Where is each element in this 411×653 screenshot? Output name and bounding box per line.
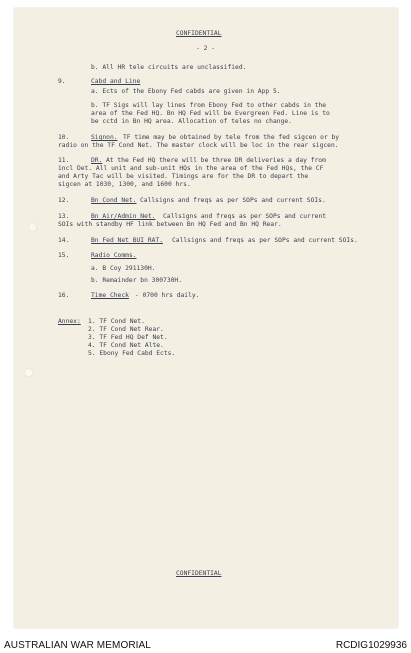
para-10-number: 10. xyxy=(58,134,70,141)
para-16-heading: Time Check xyxy=(91,292,129,299)
annex-item: 1. TF Cond Net. xyxy=(88,318,145,325)
para-12-heading: Bn Cond Net. xyxy=(91,197,137,204)
para-13-heading: Bn Air/Admin Net. xyxy=(91,213,156,220)
annex-item: 3. TF Fed HQ Def Net. xyxy=(88,334,168,341)
annex-item: 5. Ebony Fed Cabd Ects. xyxy=(88,350,176,357)
para-13-line: Callsigns and freqs as per SOPs and current xyxy=(163,213,327,220)
para-9b-line: area of the Fed HQ. Bn HQ Fed will be Evergreen Fed. Line is to xyxy=(91,110,330,117)
annex-item: 4. TF Cond Net Alte. xyxy=(88,342,164,349)
para-10-line: TF time may be obtained by tele from the fed sigcen or by xyxy=(123,134,340,141)
annex-label: Annex: xyxy=(58,318,81,325)
para-9-heading: Cabd and Line xyxy=(91,78,141,85)
annex-item: 2. TF Cond Net Rear. xyxy=(88,326,164,333)
para-14-line: Callsigns and freqs as per SOPs and current SOIs. xyxy=(172,237,358,244)
para-16-line: - 0700 hrs daily. xyxy=(135,292,200,299)
punch-hole-top xyxy=(28,223,37,232)
para-13-line: SOIs with standby HF link between Bn HQ Fed and Bn HQ Rear. xyxy=(58,221,282,228)
para-10-line: radio on the TF Cond Net. The master clock will be loc in the rear sigcen. xyxy=(58,142,339,149)
para-12-line: Callsigns and freqs as per SOPs and current SOIs. xyxy=(140,197,326,204)
para-11-number: 11. xyxy=(58,157,70,164)
para-14-number: 14. xyxy=(58,237,70,244)
para-16-number: 16. xyxy=(58,292,70,299)
para-9-number: 9. xyxy=(58,78,66,85)
para-11-heading: DR. xyxy=(91,157,103,164)
para-9b-line: b. TF Sigs will lay lines from Ebony Fed to other cabds in the xyxy=(91,102,327,109)
punch-hole-bottom xyxy=(24,368,33,377)
para-9a: a. Ects of the Ebony Fed cabds are given in App 5. xyxy=(91,88,281,95)
archive-id: RCDIG1029936 xyxy=(335,640,407,651)
para-14-heading: Bn Fed Net BUI RAT. xyxy=(91,237,164,244)
para-9b-line: be cctd in Bn HQ area. Allocation of teles no change. xyxy=(91,118,292,125)
para-15b: b. Remainder bn 300730H. xyxy=(91,277,182,284)
para-13-number: 13. xyxy=(58,213,70,220)
para-8b: b. All HR tele circuits are unclassified. xyxy=(91,64,247,71)
para-12-number: 12. xyxy=(58,197,70,204)
para-11-line: At the Fed HQ there will be three DR deliveries a day from xyxy=(106,157,326,164)
archive-source: AUSTRALIAN WAR MEMORIAL xyxy=(4,640,151,651)
para-15-heading: Radio Comms. xyxy=(91,252,137,259)
para-10-heading: Signon. xyxy=(91,134,118,141)
para-15a: a. B Coy 291130H. xyxy=(91,265,156,272)
classification-header: CONFIDENTIAL xyxy=(176,30,222,37)
para-11-line: sigcen at 1030, 1300, and 1600 hrs. xyxy=(58,181,191,188)
para-11-line: incl Det. All unit and sub-unit HQs in the area of the Fed HQs, the CF xyxy=(58,165,324,172)
para-15-number: 15. xyxy=(58,252,70,259)
page-number: - 2 - xyxy=(196,45,215,52)
classification-footer: CONFIDENTIAL xyxy=(176,570,222,577)
para-11-line: and Arty Tac will be visited. Timings are for the DR to depart the xyxy=(58,173,309,180)
